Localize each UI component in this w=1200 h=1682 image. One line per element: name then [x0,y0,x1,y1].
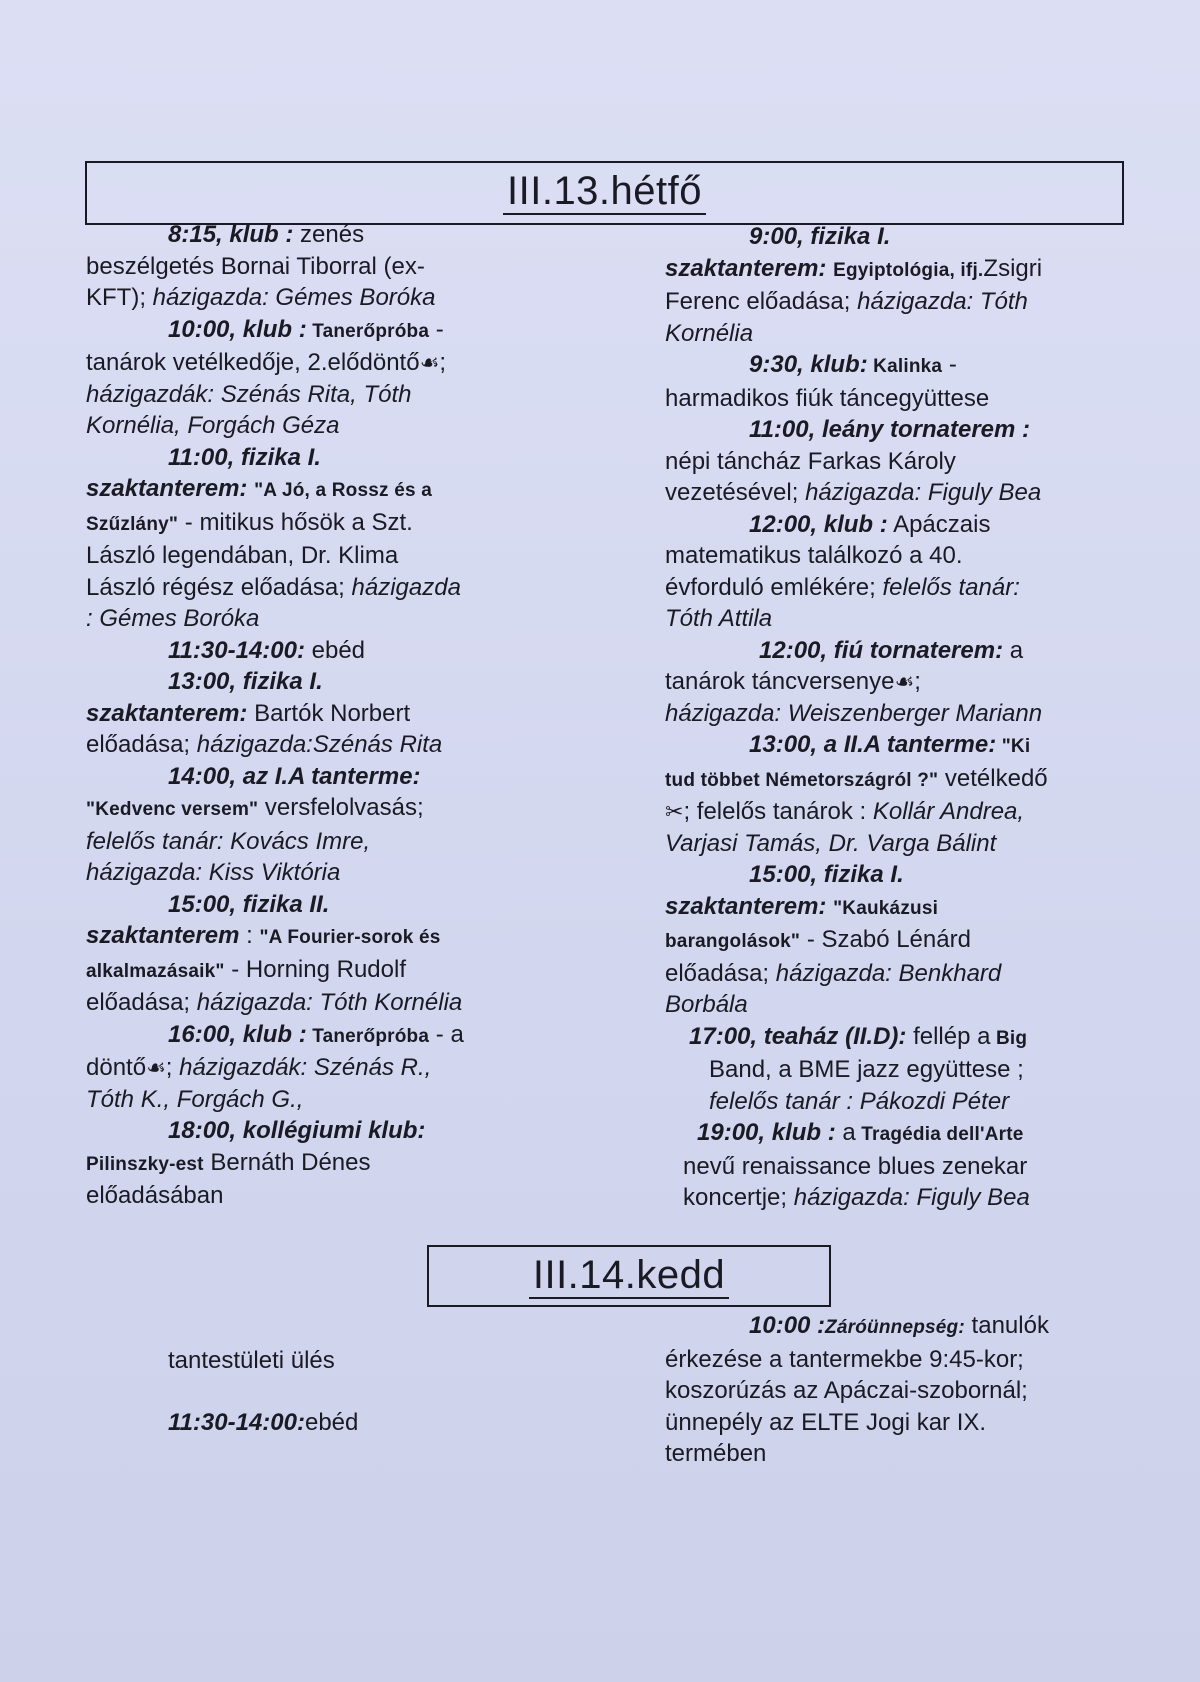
program-text: döntő [86,1054,147,1081]
day-heading-text: III.14.kedd [529,1253,729,1299]
program-entry [665,509,1135,635]
program-note: házigazda: Gémes Boróka [152,284,436,311]
program-line [665,318,1135,350]
program-text: Apáczais [887,510,991,538]
program-text: Bartók Norbert [254,699,411,727]
program-line [665,572,1135,604]
program-line [86,347,566,379]
program-title: barangolások" [665,931,801,952]
program-title: Záróünnepség: [825,1317,965,1338]
program-entry [86,442,566,635]
program-time: 15:00, fizika II. [168,890,330,918]
monday-right-column [665,221,1135,1214]
program-title: Kalinka [867,356,943,377]
program-time: 17:00, teaház (II.D): [689,1022,907,1050]
program-note: Varjasi Tamás, Dr. Varga Bálint [665,829,997,857]
program-title: "A Jó, a Rossz és a [254,480,432,501]
program-entry-heading [86,314,566,348]
program-text: fellép a [906,1022,991,1050]
program-entry [86,1115,566,1212]
program-line [665,446,1135,478]
day-heading-text: III.13.hétfő [503,169,706,215]
program-time: 10:00 : [749,1312,826,1339]
program-text: - [429,315,444,343]
program-note: Tóth K., Forgách G., [86,1085,304,1113]
program-text: előadása; [665,959,776,987]
program-entry [168,1407,568,1439]
program-line [665,286,1135,318]
program-line [665,603,1135,635]
program-time: 10:00, klub : [168,315,307,343]
program-entry-heading [86,889,566,921]
program-line [665,1151,1135,1183]
program-line [86,473,566,507]
program-entry [665,1310,1135,1344]
program-text: ; felelős tanárok : [683,798,873,825]
program-note: Kollár Andrea, [872,798,1025,825]
program-line [665,924,1135,958]
program-entry [665,1021,1135,1118]
program-text: - Szabó Lénárd [800,926,971,953]
program-line [86,603,566,635]
program-text: KFT); [86,284,153,311]
program-time: 12:00, klub : [749,510,888,538]
program-note: házigazda [351,573,461,601]
program-title: "Kaukázusi [833,897,939,919]
program-line [86,729,566,761]
program-title: Pilinszky-est [86,1153,204,1175]
program-text: Ferenc előadása; [665,288,858,315]
program-text: tantestületi ülés [168,1347,335,1374]
program-line [665,796,1135,828]
program-line [665,891,1135,925]
program-entry-heading [86,1115,566,1147]
program-entry-heading [665,1021,1135,1055]
program-text: vetélkedő [938,764,1048,792]
program-text: ; [439,349,446,376]
program-text: - mitikus hősök a Szt. [178,508,413,536]
program-entry-heading [665,1117,1135,1151]
program-entry-heading [86,442,566,474]
program-text: tanulók [964,1312,1049,1339]
program-entry-heading [86,761,566,793]
program-text: előadásában [86,1182,224,1209]
program-title: tud többet Németországról ?" [665,769,939,791]
program-text: beszélgetés Bornai Tiborral (ex- [86,252,425,280]
program-line [86,954,566,988]
program-location: szaktanterem: [665,254,834,282]
program-text: előadása; [86,731,197,758]
decoration-icon: ☙ [419,350,440,375]
decoration-icon: ☙ [894,669,915,694]
program-entry-heading [665,859,1135,891]
program-time: 8:15, klub : [168,221,294,248]
program-line [665,540,1135,572]
program-entry-heading [665,509,1135,541]
program-text: tanárok táncversenye [665,668,895,695]
program-title: "Kedvenc versem" [86,799,259,820]
program-entry [86,666,566,761]
program-title: Tanerőpróba [306,1025,430,1047]
program-line [86,1052,566,1084]
program-text: zenés [293,221,365,248]
program-text: a [835,1119,856,1146]
program-entry-heading [665,221,1135,253]
day-heading-monday [85,161,1124,225]
program-note: házigazda: Weiszenberger Mariann [665,699,1043,727]
program-text: évforduló emlékére; [665,573,883,601]
program-line [86,1084,566,1116]
program-title: alkalmazásaik" [86,960,225,982]
program-note: felelős tanár : Pákozdi Péter [709,1087,1010,1115]
program-entry [665,859,1135,1021]
program-line [665,477,1135,509]
program-time: 14:00, az I.A tanterme: [168,762,421,790]
program-line [665,989,1135,1021]
program-line [86,379,566,411]
program-text: tanárok vetélkedője, 2.elődöntő [86,349,420,376]
program-time: 11:00, fizika I. [168,443,321,471]
program-line [86,987,566,1019]
program-entry-heading [86,666,566,698]
program-line [86,920,566,954]
program-text: Bernáth Dénes [203,1148,371,1176]
program-line [86,1180,566,1212]
program-title: "Ki [996,736,1031,757]
program-text: nevű renaissance blues zenekar [683,1152,1028,1180]
decoration-icon: ✂ [665,799,684,824]
program-entry-heading [86,635,566,667]
decoration-icon: ☙ [146,1055,166,1080]
program-text: előadása; [86,989,197,1016]
program-text: ; [914,668,921,695]
program-text: matematikus találkozó a 40. [665,542,963,569]
program-entry-heading [665,729,1135,763]
program-time: 11:00, leány tornaterem : [749,416,1031,443]
program-title: Szűzlány" [86,513,179,535]
program-entry [86,761,566,889]
program-time: 18:00, kollégiumi klub: [168,1117,426,1144]
program-entry [86,1019,566,1116]
program-text: ünnepély az ELTE Jogi kar IX. [665,1408,987,1436]
program-location: szaktanterem: [86,699,255,727]
program-text: koszorúzás az Apáczai-szobornál; [665,1377,1028,1404]
program-title: Tragédia dell'Arte [855,1124,1024,1145]
program-time: 9:30, klub: [749,351,868,378]
program-line [86,1147,566,1181]
program-entry-heading [86,219,566,251]
program-entry [665,729,1135,859]
program-line [86,282,566,314]
program-title: "A Fourier-sorok és [259,927,441,948]
program-text: ; [165,1054,180,1081]
program-title: Big [990,1027,1028,1049]
program-entry-heading [665,635,1135,667]
program-note: Kornélia [665,319,754,347]
program-note: : Gémes Boróka [86,605,260,632]
program-line [86,540,566,572]
program-note: házigazda: Tóth Kornélia [196,989,463,1016]
program-text: népi táncház Farkas Károly [665,447,956,475]
day-heading-tuesday [427,1245,831,1307]
program-note: Kornélia, Forgách Géza [86,412,340,439]
program-line [86,572,566,604]
monday-left-column [86,219,566,1212]
program-time: 13:00, fizika I. [168,668,323,695]
program-note: házigazda: Figuly Bea [793,1184,1030,1211]
program-title: Egyiptológia, ifj. [833,259,984,281]
program-text: versfelolvasás; [258,794,424,821]
program-line [665,666,1135,698]
tuesday-right-column [665,1310,1135,1470]
program-line [86,507,566,541]
program-note: házigazda: Benkhard [775,959,1002,987]
program-text: - Horning Rudolf [224,955,406,983]
program-entry [665,221,1135,349]
program-note: Tóth Attila [665,605,773,632]
program-text: a [1003,636,1024,664]
program-text: - [942,351,957,378]
program-line [665,1182,1135,1214]
program-note: Borbála [665,991,748,1018]
program-location: szaktanterem: [665,892,834,920]
program-entry [86,635,566,667]
program-note: felelős tanár: Kovács Imre, [86,827,371,855]
tuesday-left-column [168,1345,568,1438]
program-note: házigazda: Tóth [857,288,1028,315]
program-line [665,383,1135,415]
program-line [665,763,1135,797]
program-entry [86,314,566,442]
program-text: László legendában, Dr. Klima [86,542,399,569]
program-location: szaktanterem: [86,475,255,502]
program-entry-heading [665,349,1135,383]
program-entry [665,414,1135,509]
program-line [86,792,566,826]
program-line [86,857,566,889]
program-text: ebéd [304,636,366,664]
program-text: harmadikos fiúk táncegyüttese [665,384,990,412]
program-time: 19:00, klub : [697,1119,836,1146]
program-note: felelős tanár: [882,573,1020,601]
program-line [86,410,566,442]
program-line [665,1054,1135,1086]
program-line [665,698,1135,730]
program-text: érkezése a tantermekbe 9:45-kor; [665,1345,1024,1373]
program-entry [86,889,566,1019]
program-text: Zsigri [983,254,1043,282]
program-entry [86,219,566,314]
program-time: 11:30-14:00: [168,1408,305,1436]
program-line [86,826,566,858]
program-line [665,828,1135,860]
program-time: 16:00, klub : [168,1020,307,1048]
program-time: 9:00, fizika I. [749,223,891,250]
program-line [665,1086,1135,1118]
program-text: koncertje; [683,1184,794,1211]
program-entry [665,349,1135,414]
program-text: vezetésével; [665,479,806,506]
program-text: László régész előadása; [86,573,352,601]
program-note: házigazdák: Szénás Rita, Tóth [86,380,412,408]
program-entry [665,635,1135,730]
program-time: 12:00, fiú tornaterem: [759,636,1004,664]
program-entry-heading [86,1019,566,1053]
program-note: házigazda:Szénás Rita [196,731,443,758]
program-time: 13:00, a II.A tanterme: [749,731,997,758]
program-text: ebéd [304,1408,359,1436]
program-location: szaktanterem [86,922,240,949]
program-text: termében [665,1440,767,1467]
program-note: házigazda: Figuly Bea [805,479,1042,506]
program-line [665,253,1135,287]
program-line [86,698,566,730]
program-line [86,251,566,283]
program-line [665,958,1135,990]
program-entry [665,1117,1135,1214]
program-entry-heading [665,414,1135,446]
program-text: : [239,922,260,949]
program-time: 11:30-14:00: [168,636,305,664]
program-text: Band, a BME jazz együttese ; [709,1056,1024,1083]
program-note: házigazda: Kiss Viktória [86,859,341,886]
program-time: 15:00, fizika I. [749,861,904,888]
program-title: Tanerőpróba [306,320,430,342]
program-note: házigazdák: Szénás R., [179,1054,432,1081]
program-text: - a [429,1020,464,1048]
